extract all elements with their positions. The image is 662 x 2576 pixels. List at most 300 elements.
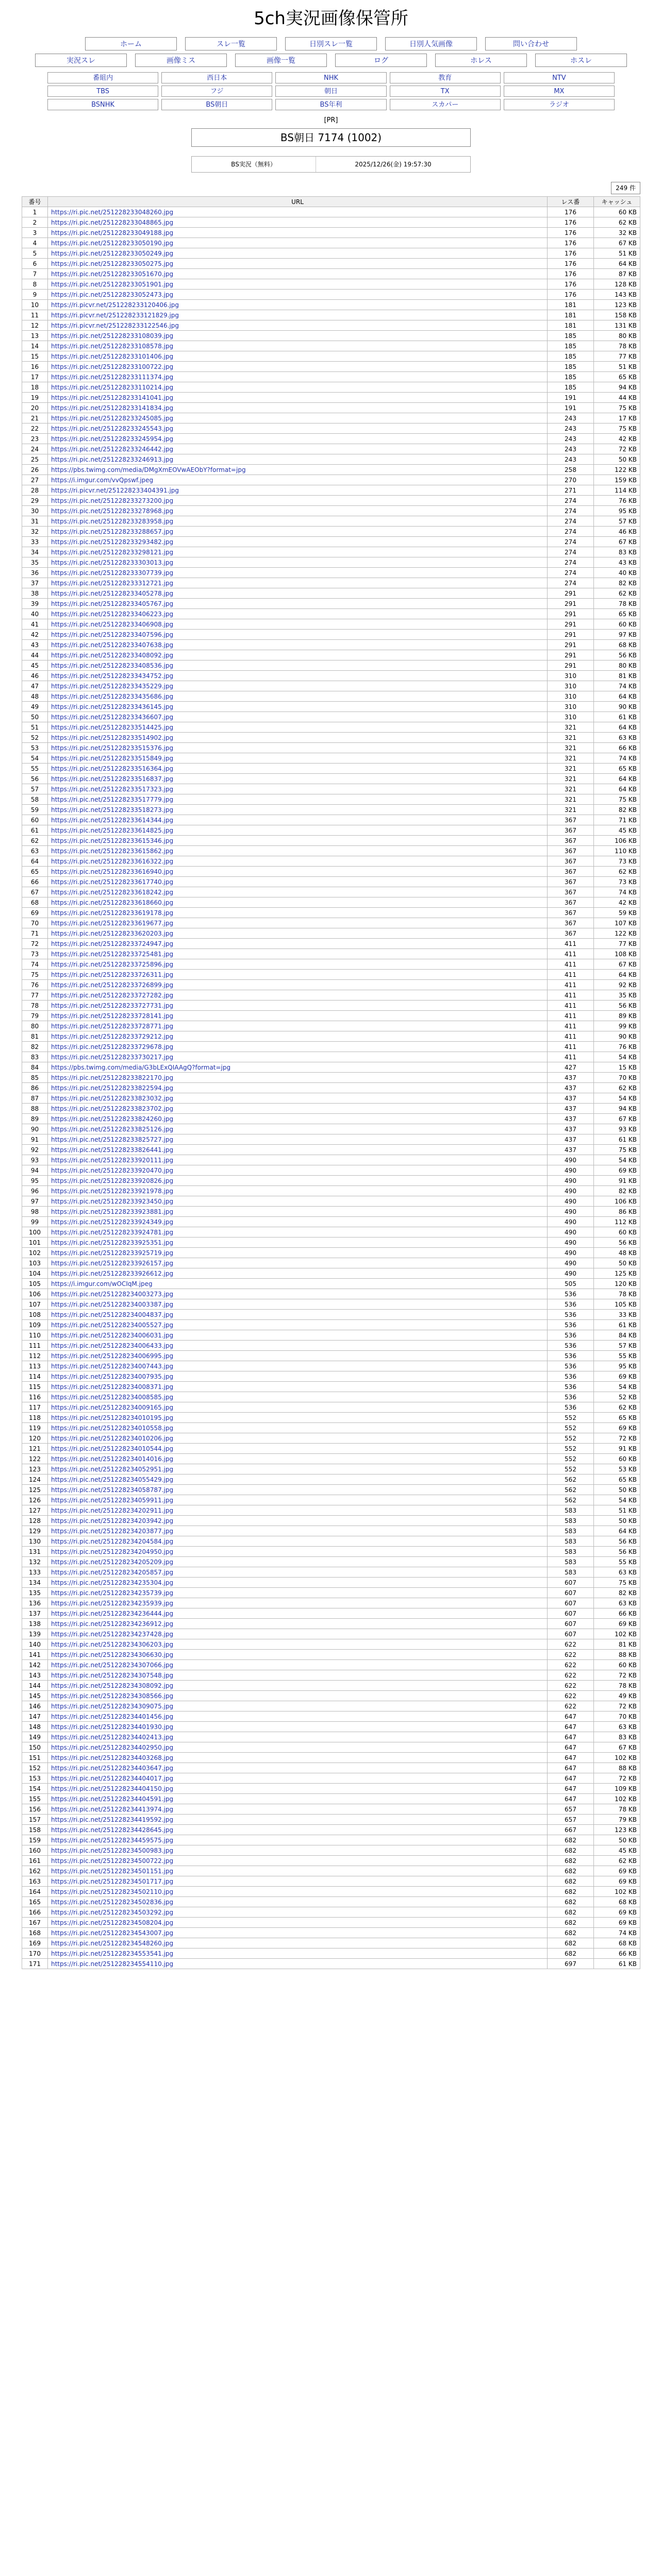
image-link[interactable]: https://ri.pic.net/251228233436607.jpg xyxy=(51,713,174,721)
row-res-number[interactable]: 243 xyxy=(548,444,594,454)
image-link[interactable]: https://ri.pic.net/251228233926157.jpg xyxy=(51,1259,174,1267)
image-link[interactable]: https://ri.pic.net/251228233405278.jpg xyxy=(51,589,174,597)
row-res-number[interactable]: 321 xyxy=(548,733,594,743)
row-res-number[interactable]: 274 xyxy=(548,547,594,557)
image-link[interactable]: https://ri.pic.net/251228233727282.jpg xyxy=(51,991,174,999)
image-link[interactable]: https://ri.pic.net/251228233048865.jpg xyxy=(51,218,174,226)
image-link[interactable]: https://ri.pic.net/251228233515376.jpg xyxy=(51,744,174,752)
image-link[interactable]: https://ri.pic.net/251228234419592.jpg xyxy=(51,1816,174,1823)
row-res-number[interactable]: 647 xyxy=(548,1773,594,1784)
row-res-number[interactable]: 536 xyxy=(548,1392,594,1402)
row-res-number[interactable]: 490 xyxy=(548,1217,594,1227)
image-link[interactable]: https://ri.pic.net/251228234235939.jpg xyxy=(51,1599,174,1607)
row-res-number[interactable]: 367 xyxy=(548,825,594,836)
image-link[interactable]: https://ri.pic.net/251228234007935.jpg xyxy=(51,1372,174,1380)
image-link[interactable]: https://ri.pic.net/251228234306630.jpg xyxy=(51,1651,174,1658)
image-link[interactable]: https://ri.pic.net/251228234008371.jpg xyxy=(51,1383,174,1391)
image-link[interactable]: https://ri.pic.net/251228234203942.jpg xyxy=(51,1517,174,1524)
row-res-number[interactable]: 176 xyxy=(548,248,594,259)
image-link[interactable]: https://ri.pic.net/251228233436145.jpg xyxy=(51,703,174,710)
row-res-number[interactable]: 657 xyxy=(548,1815,594,1825)
image-link[interactable]: https://ri.pic.net/251228233516364.jpg xyxy=(51,765,174,772)
row-res-number[interactable]: 607 xyxy=(548,1578,594,1588)
image-link[interactable]: https://ri.pic.net/251228233926612.jpg xyxy=(51,1269,174,1277)
row-res-number[interactable]: 321 xyxy=(548,753,594,764)
image-link[interactable]: https://ri.pic.net/251228233298121.jpg xyxy=(51,548,174,556)
row-res-number[interactable]: 622 xyxy=(548,1670,594,1681)
image-link[interactable]: https://ri.pic.net/251228234502110.jpg xyxy=(51,1888,174,1895)
image-link[interactable]: https://ri.pic.net/251228234007443.jpg xyxy=(51,1362,174,1370)
image-link[interactable]: https://ri.pic.net/251228233408092.jpg xyxy=(51,651,174,659)
image-link[interactable]: https://ri.pic.net/251228233923881.jpg xyxy=(51,1208,174,1215)
row-res-number[interactable]: 647 xyxy=(548,1794,594,1804)
image-link[interactable]: https://ri.pic.net/251228233614344.jpg xyxy=(51,816,174,824)
row-res-number[interactable]: 270 xyxy=(548,475,594,485)
row-res-number[interactable]: 274 xyxy=(548,527,594,537)
image-link[interactable]: https://ri.pic.net/251228233141041.jpg xyxy=(51,394,174,401)
row-res-number[interactable]: 185 xyxy=(548,382,594,393)
image-link[interactable]: https://ri.pic.net/251228234553541.jpg xyxy=(51,1950,174,1957)
nav-link[interactable]: 日別スレ一覧 xyxy=(285,37,377,50)
row-res-number[interactable]: 583 xyxy=(548,1557,594,1567)
row-res-number[interactable]: 411 xyxy=(548,1042,594,1052)
row-res-number[interactable]: 657 xyxy=(548,1804,594,1815)
image-link[interactable]: https://ri.pic.net/251228233730217.jpg xyxy=(51,1053,174,1061)
image-link[interactable]: https://ri.pic.net/251228234306203.jpg xyxy=(51,1640,174,1648)
image-link[interactable]: https://ri.pic.net/251228234309075.jpg xyxy=(51,1702,174,1710)
row-res-number[interactable]: 411 xyxy=(548,959,594,970)
image-link[interactable]: https://ri.pic.net/251228234204950.jpg xyxy=(51,1548,174,1555)
image-link[interactable]: https://ri.pic.net/251228233516837.jpg xyxy=(51,775,174,783)
image-link[interactable]: https://ri.pic.net/251228233518273.jpg xyxy=(51,806,174,814)
row-res-number[interactable]: 607 xyxy=(548,1619,594,1629)
row-res-number[interactable]: 536 xyxy=(548,1330,594,1341)
row-res-number[interactable]: 411 xyxy=(548,1001,594,1011)
row-res-number[interactable]: 176 xyxy=(548,279,594,290)
image-link[interactable]: https://ri.pic.net/251228234308092.jpg xyxy=(51,1682,174,1689)
row-res-number[interactable]: 321 xyxy=(548,805,594,815)
row-res-number[interactable]: 274 xyxy=(548,568,594,578)
row-res-number[interactable]: 562 xyxy=(548,1495,594,1505)
image-link[interactable]: https://ri.pic.net/251228233050275.jpg xyxy=(51,260,174,267)
row-res-number[interactable]: 367 xyxy=(548,836,594,846)
image-link[interactable]: https://ri.pic.net/251228233406223.jpg xyxy=(51,610,174,618)
image-link[interactable]: https://ri.pic.net/251228233245085.jpg xyxy=(51,414,174,422)
image-link[interactable]: https://ri.pic.net/251228233288657.jpg xyxy=(51,528,174,535)
row-res-number[interactable]: 622 xyxy=(548,1639,594,1650)
row-res-number[interactable]: 411 xyxy=(548,1011,594,1021)
image-link[interactable]: https://ri.pic.net/251228234205857.jpg xyxy=(51,1568,174,1576)
row-res-number[interactable]: 310 xyxy=(548,712,594,722)
image-link[interactable]: https://ri.pic.net/251228233618660.jpg xyxy=(51,899,174,906)
image-link[interactable]: https://ri.pic.net/251228233724947.jpg xyxy=(51,940,174,947)
row-res-number[interactable]: 176 xyxy=(548,207,594,217)
subnav-link[interactable]: 画像ミス xyxy=(135,54,227,67)
row-res-number[interactable]: 562 xyxy=(548,1485,594,1495)
image-link[interactable]: https://ri.pic.net/251228233273200.jpg xyxy=(51,497,174,504)
image-link[interactable]: https://ri.pic.net/251228234010195.jpg xyxy=(51,1414,174,1421)
row-res-number[interactable]: 647 xyxy=(548,1742,594,1753)
image-link[interactable]: https://ri.pic.net/251228234005527.jpg xyxy=(51,1321,174,1329)
image-link[interactable]: https://ri.pic.net/251228233822594.jpg xyxy=(51,1084,174,1092)
nav-link[interactable]: 日別人気画像 xyxy=(385,37,477,50)
image-link[interactable]: https://ri.pic.net/251228234404150.jpg xyxy=(51,1785,174,1792)
image-link[interactable]: https://ri.pic.net/251228233615862.jpg xyxy=(51,847,174,855)
channel-link[interactable]: 教育 xyxy=(390,72,501,83)
row-res-number[interactable]: 622 xyxy=(548,1681,594,1691)
row-res-number[interactable]: 583 xyxy=(548,1567,594,1578)
image-link[interactable]: https://ri.pic.net/251228233619677.jpg xyxy=(51,919,174,927)
image-link[interactable]: https://ri.pic.net/251228233245954.jpg xyxy=(51,435,174,443)
row-res-number[interactable]: 274 xyxy=(548,516,594,527)
image-link[interactable]: https://ri.pic.net/251228233920470.jpg xyxy=(51,1166,174,1174)
row-res-number[interactable]: 191 xyxy=(548,403,594,413)
row-res-number[interactable]: 437 xyxy=(548,1083,594,1093)
row-res-number[interactable]: 682 xyxy=(548,1948,594,1959)
image-link[interactable]: https://ri.pic.net/251228234003387.jpg xyxy=(51,1300,174,1308)
row-res-number[interactable]: 437 xyxy=(548,1073,594,1083)
image-link[interactable]: https://i.imgur.com/wOCIqM.jpeg xyxy=(51,1280,153,1287)
image-link[interactable]: https://ri.pic.net/251228233406908.jpg xyxy=(51,620,174,628)
row-res-number[interactable]: 682 xyxy=(548,1845,594,1856)
row-res-number[interactable]: 181 xyxy=(548,300,594,310)
channel-link[interactable]: ラジオ xyxy=(504,99,615,110)
image-link[interactable]: https://ri.pic.net/251228233729212.jpg xyxy=(51,1032,174,1040)
row-res-number[interactable]: 583 xyxy=(548,1516,594,1526)
image-link[interactable]: https://ri.pic.net/251228234236444.jpg xyxy=(51,1609,174,1617)
image-link[interactable]: https://ri.pic.net/251228233517779.jpg xyxy=(51,795,174,803)
row-res-number[interactable]: 291 xyxy=(548,609,594,619)
row-res-number[interactable]: 274 xyxy=(548,537,594,547)
image-link[interactable]: https://ri.pic.net/251228233050249.jpg xyxy=(51,249,174,257)
row-res-number[interactable]: 490 xyxy=(548,1186,594,1196)
row-res-number[interactable]: 682 xyxy=(548,1897,594,1907)
image-link[interactable]: https://ri.pic.net/251228233824260.jpg xyxy=(51,1115,174,1123)
row-res-number[interactable]: 437 xyxy=(548,1114,594,1124)
image-link[interactable]: https://ri.pic.net/251228234009165.jpg xyxy=(51,1403,174,1411)
row-res-number[interactable]: 682 xyxy=(548,1887,594,1897)
image-link[interactable]: https://ri.pic.net/251228233514902.jpg xyxy=(51,734,174,741)
image-link[interactable]: https://ri.pic.net/251228234004837.jpg xyxy=(51,1311,174,1318)
image-link[interactable]: https://ri.picvr.net/251228233121829.jpg xyxy=(51,311,179,319)
channel-link[interactable]: BS朝日 xyxy=(161,99,272,110)
image-link[interactable]: https://ri.pic.net/251228233921978.jpg xyxy=(51,1187,174,1195)
row-res-number[interactable]: 490 xyxy=(548,1238,594,1248)
row-res-number[interactable]: 321 xyxy=(548,764,594,774)
row-res-number[interactable]: 552 xyxy=(548,1423,594,1433)
row-res-number[interactable]: 321 xyxy=(548,743,594,753)
image-link[interactable]: https://ri.pic.net/251228233283958.jpg xyxy=(51,517,174,525)
image-link[interactable]: https://ri.pic.net/251228234501717.jpg xyxy=(51,1877,174,1885)
row-res-number[interactable]: 536 xyxy=(548,1382,594,1392)
channel-link[interactable]: 朝日 xyxy=(275,86,386,97)
image-link[interactable]: https://ri.pic.net/251228233614825.jpg xyxy=(51,826,174,834)
row-res-number[interactable]: 622 xyxy=(548,1691,594,1701)
row-res-number[interactable]: 176 xyxy=(548,238,594,248)
image-link[interactable]: https://ri.pic.net/251228233619178.jpg xyxy=(51,909,174,917)
image-link[interactable]: https://ri.pic.net/251228234006031.jpg xyxy=(51,1331,174,1339)
channel-link[interactable]: MX xyxy=(504,86,615,97)
image-link[interactable]: https://ri.pic.net/251228233825126.jpg xyxy=(51,1125,174,1133)
image-link[interactable]: https://ri.pic.net/251228233108039.jpg xyxy=(51,332,174,340)
row-res-number[interactable]: 552 xyxy=(548,1444,594,1454)
row-res-number[interactable]: 583 xyxy=(548,1526,594,1536)
row-res-number[interactable]: 176 xyxy=(548,259,594,269)
image-link[interactable]: https://ri.pic.net/251228234428645.jpg xyxy=(51,1826,174,1834)
image-link[interactable]: https://ri.pic.net/251228233101406.jpg xyxy=(51,352,174,360)
row-res-number[interactable]: 505 xyxy=(548,1279,594,1289)
image-link[interactable]: https://ri.pic.net/251228233312721.jpg xyxy=(51,579,174,587)
image-link[interactable]: https://ri.pic.net/251228234058787.jpg xyxy=(51,1486,174,1494)
image-link[interactable]: https://ri.pic.net/251228233049188.jpg xyxy=(51,229,174,236)
image-link[interactable]: https://ri.pic.net/251228233303013.jpg xyxy=(51,558,174,566)
subnav-link[interactable]: ホスレ xyxy=(535,54,627,67)
subnav-link[interactable]: ログ xyxy=(335,54,427,67)
row-res-number[interactable]: 367 xyxy=(548,887,594,897)
image-link[interactable]: https://ri.pic.net/251228234508204.jpg xyxy=(51,1919,174,1926)
row-res-number[interactable]: 490 xyxy=(548,1207,594,1217)
row-res-number[interactable]: 411 xyxy=(548,939,594,949)
row-res-number[interactable]: 258 xyxy=(548,465,594,475)
channel-link[interactable]: NTV xyxy=(504,72,615,83)
row-res-number[interactable]: 274 xyxy=(548,506,594,516)
row-res-number[interactable]: 291 xyxy=(548,599,594,609)
row-res-number[interactable]: 682 xyxy=(548,1835,594,1845)
row-res-number[interactable]: 437 xyxy=(548,1145,594,1155)
row-res-number[interactable]: 437 xyxy=(548,1093,594,1104)
image-link[interactable]: https://ri.pic.net/251228233050190.jpg xyxy=(51,239,174,247)
row-res-number[interactable]: 185 xyxy=(548,351,594,362)
row-res-number[interactable]: 437 xyxy=(548,1134,594,1145)
image-link[interactable]: https://ri.pic.net/251228233923450.jpg xyxy=(51,1197,174,1205)
image-link[interactable]: https://ri.pic.net/251228234401456.jpg xyxy=(51,1713,174,1720)
row-res-number[interactable]: 181 xyxy=(548,320,594,331)
image-link[interactable]: https://ri.pic.net/251228234202911.jpg xyxy=(51,1506,174,1514)
row-res-number[interactable]: 291 xyxy=(548,630,594,640)
image-link[interactable]: https://ri.pic.net/251228234307548.jpg xyxy=(51,1671,174,1679)
row-res-number[interactable]: 682 xyxy=(548,1876,594,1887)
row-res-number[interactable]: 490 xyxy=(548,1165,594,1176)
row-res-number[interactable]: 191 xyxy=(548,393,594,403)
nav-link[interactable]: スレ一覧 xyxy=(185,37,277,50)
image-link[interactable]: https://ri.pic.net/251228234543007.jpg xyxy=(51,1929,174,1937)
row-res-number[interactable]: 490 xyxy=(548,1248,594,1258)
image-link[interactable]: https://ri.pic.net/251228233823702.jpg xyxy=(51,1105,174,1112)
image-link[interactable]: https://ri.pic.net/251228234055429.jpg xyxy=(51,1476,174,1483)
nav-link[interactable]: 問い合わせ xyxy=(485,37,577,50)
row-res-number[interactable]: 411 xyxy=(548,949,594,959)
image-link[interactable]: https://ri.pic.net/251228234006433.jpg xyxy=(51,1342,174,1349)
channel-link[interactable]: フジ xyxy=(161,86,272,97)
row-res-number[interactable]: 583 xyxy=(548,1536,594,1547)
image-link[interactable]: https://ri.pic.net/251228233726899.jpg xyxy=(51,981,174,989)
channel-link[interactable]: BS年利 xyxy=(275,99,386,110)
row-res-number[interactable]: 536 xyxy=(548,1361,594,1371)
image-link[interactable]: https://ri.pic.net/251228233728141.jpg xyxy=(51,1012,174,1020)
row-res-number[interactable]: 682 xyxy=(548,1928,594,1938)
image-link[interactable]: https://ri.pic.net/251228234402413.jpg xyxy=(51,1733,174,1741)
row-res-number[interactable]: 607 xyxy=(548,1629,594,1639)
image-link[interactable]: https://ri.picvr.net/251228233120406.jpg xyxy=(51,301,179,309)
row-res-number[interactable]: 536 xyxy=(548,1371,594,1382)
row-res-number[interactable]: 682 xyxy=(548,1907,594,1918)
row-res-number[interactable]: 536 xyxy=(548,1289,594,1299)
image-link[interactable]: https://ri.picvr.net/251228233404391.jpg xyxy=(51,486,179,494)
row-res-number[interactable]: 682 xyxy=(548,1918,594,1928)
row-res-number[interactable]: 176 xyxy=(548,290,594,300)
image-link[interactable]: https://ri.pic.net/251228234401930.jpg xyxy=(51,1723,174,1731)
row-res-number[interactable]: 607 xyxy=(548,1608,594,1619)
image-link[interactable]: https://ri.pic.net/251228233405767.jpg xyxy=(51,600,174,607)
image-link[interactable]: https://ri.pic.net/251228233408536.jpg xyxy=(51,662,174,669)
image-link[interactable]: https://ri.pic.net/251228233823032.jpg xyxy=(51,1094,174,1102)
image-link[interactable]: https://ri.pic.net/251228234003273.jpg xyxy=(51,1290,174,1298)
channel-link[interactable]: 西日本 xyxy=(161,72,272,83)
row-res-number[interactable]: 274 xyxy=(548,578,594,588)
image-link[interactable]: https://ri.pic.net/251228233729678.jpg xyxy=(51,1043,174,1050)
image-link[interactable]: https://ri.pic.net/251228233435686.jpg xyxy=(51,692,174,700)
row-res-number[interactable]: 271 xyxy=(548,485,594,496)
row-res-number[interactable]: 622 xyxy=(548,1701,594,1711)
row-res-number[interactable]: 536 xyxy=(548,1320,594,1330)
image-link[interactable]: https://ri.pic.net/251228233246442.jpg xyxy=(51,445,174,453)
image-link[interactable]: https://ri.pic.net/251228234403647.jpg xyxy=(51,1764,174,1772)
image-link[interactable]: https://ri.pic.net/251228234204584.jpg xyxy=(51,1537,174,1545)
image-link[interactable]: https://ri.pic.net/251228234014016.jpg xyxy=(51,1455,174,1463)
row-res-number[interactable]: 291 xyxy=(548,619,594,630)
image-link[interactable]: https://ri.pic.net/251228234554110.jpg xyxy=(51,1960,174,1968)
image-link[interactable]: https://ri.pic.net/251228233407638.jpg xyxy=(51,641,174,649)
row-res-number[interactable]: 367 xyxy=(548,846,594,856)
image-link[interactable]: https://ri.pic.net/251228233725481.jpg xyxy=(51,950,174,958)
image-link[interactable]: https://ri.pic.net/251228234052951.jpg xyxy=(51,1465,174,1473)
image-link[interactable]: https://ri.pic.net/251228234501151.jpg xyxy=(51,1867,174,1875)
row-res-number[interactable]: 697 xyxy=(548,1959,594,1969)
image-link[interactable]: https://ri.pic.net/251228233108578.jpg xyxy=(51,342,174,350)
image-link[interactable]: https://ri.pic.net/251228233617740.jpg xyxy=(51,878,174,886)
row-res-number[interactable]: 310 xyxy=(548,681,594,691)
row-res-number[interactable]: 647 xyxy=(548,1753,594,1763)
image-link[interactable]: https://ri.pic.net/251228233435229.jpg xyxy=(51,682,174,690)
image-link[interactable]: https://ri.pic.net/251228233307739.jpg xyxy=(51,569,174,577)
image-link[interactable]: https://ri.pic.net/251228233111374.jpg xyxy=(51,373,174,381)
image-link[interactable]: https://ri.pic.net/251228233726311.jpg xyxy=(51,971,174,978)
row-res-number[interactable]: 647 xyxy=(548,1711,594,1722)
channel-link[interactable]: NHK xyxy=(275,72,386,83)
row-res-number[interactable]: 274 xyxy=(548,496,594,506)
image-link[interactable]: https://ri.pic.net/251228233618242.jpg xyxy=(51,888,174,896)
image-link[interactable]: https://ri.pic.net/251228233051901.jpg xyxy=(51,280,174,288)
row-res-number[interactable]: 367 xyxy=(548,867,594,877)
row-res-number[interactable]: 552 xyxy=(548,1454,594,1464)
image-link[interactable]: https://ri.pic.net/251228233245543.jpg xyxy=(51,425,174,432)
row-res-number[interactable]: 536 xyxy=(548,1351,594,1361)
row-res-number[interactable]: 682 xyxy=(548,1856,594,1866)
image-link[interactable]: https://ri.pic.net/251228233051670.jpg xyxy=(51,270,174,278)
row-res-number[interactable]: 291 xyxy=(548,650,594,660)
image-link[interactable]: https://ri.pic.net/251228234403268.jpg xyxy=(51,1754,174,1761)
image-link[interactable]: https://ri.pic.net/251228234235739.jpg xyxy=(51,1589,174,1597)
subnav-link[interactable]: 実況スレ xyxy=(35,54,127,67)
image-link[interactable]: https://ri.pic.net/251228234404017.jpg xyxy=(51,1774,174,1782)
row-res-number[interactable]: 185 xyxy=(548,362,594,372)
image-link[interactable]: https://i.imgur.com/vvQpswf.jpeg xyxy=(51,476,154,484)
row-res-number[interactable]: 622 xyxy=(548,1660,594,1670)
row-res-number[interactable]: 437 xyxy=(548,1104,594,1114)
image-link[interactable]: https://ri.pic.net/251228234404591.jpg xyxy=(51,1795,174,1803)
row-res-number[interactable]: 437 xyxy=(548,1124,594,1134)
row-res-number[interactable]: 243 xyxy=(548,423,594,434)
image-link[interactable]: https://ri.pic.net/251228234010544.jpg xyxy=(51,1445,174,1452)
row-res-number[interactable]: 647 xyxy=(548,1784,594,1794)
image-link[interactable]: https://ri.pic.net/251228233725896.jpg xyxy=(51,960,174,968)
row-res-number[interactable]: 490 xyxy=(548,1227,594,1238)
image-link[interactable]: https://ri.pic.net/251228233925351.jpg xyxy=(51,1239,174,1246)
row-res-number[interactable]: 647 xyxy=(548,1763,594,1773)
row-res-number[interactable]: 367 xyxy=(548,918,594,928)
image-link[interactable]: https://ri.pic.net/251228234307066.jpg xyxy=(51,1661,174,1669)
row-res-number[interactable]: 647 xyxy=(548,1722,594,1732)
row-res-number[interactable]: 321 xyxy=(548,794,594,805)
image-link[interactable]: https://ri.pic.net/251228233727731.jpg xyxy=(51,1002,174,1009)
row-res-number[interactable]: 185 xyxy=(548,372,594,382)
image-link[interactable]: https://ri.pic.net/251228233616940.jpg xyxy=(51,868,174,875)
row-res-number[interactable]: 291 xyxy=(548,588,594,599)
image-link[interactable]: https://ri.pic.net/251228234010206.jpg xyxy=(51,1434,174,1442)
image-link[interactable]: https://ri.pic.net/251228234308566.jpg xyxy=(51,1692,174,1700)
image-link[interactable]: https://ri.pic.net/251228233141834.jpg xyxy=(51,404,174,412)
image-link[interactable]: https://ri.pic.net/251228233728771.jpg xyxy=(51,1022,174,1030)
row-res-number[interactable]: 291 xyxy=(548,660,594,671)
row-res-number[interactable]: 367 xyxy=(548,908,594,918)
image-link[interactable]: https://ri.pic.net/251228233517323.jpg xyxy=(51,785,174,793)
row-res-number[interactable]: 310 xyxy=(548,671,594,681)
row-res-number[interactable]: 310 xyxy=(548,702,594,712)
row-res-number[interactable]: 367 xyxy=(548,877,594,887)
row-res-number[interactable]: 647 xyxy=(548,1732,594,1742)
image-link[interactable]: https://ri.pic.net/251228233514425.jpg xyxy=(51,723,174,731)
image-link[interactable]: https://ri.pic.net/251228233920826.jpg xyxy=(51,1177,174,1184)
image-link[interactable]: https://ri.pic.net/251228233615346.jpg xyxy=(51,837,174,844)
image-link[interactable]: https://ri.pic.net/251228233924781.jpg xyxy=(51,1228,174,1236)
row-res-number[interactable]: 490 xyxy=(548,1155,594,1165)
image-link[interactable]: https://ri.pic.net/251228233110214.jpg xyxy=(51,383,174,391)
row-res-number[interactable]: 243 xyxy=(548,413,594,423)
image-link[interactable]: https://ri.pic.net/251228233515849.jpg xyxy=(51,754,174,762)
image-link[interactable]: https://ri.pic.net/251228234235304.jpg xyxy=(51,1579,174,1586)
row-res-number[interactable]: 490 xyxy=(548,1196,594,1207)
image-link[interactable]: https://ri.pic.net/251228233434752.jpg xyxy=(51,672,174,680)
row-res-number[interactable]: 310 xyxy=(548,691,594,702)
nav-link[interactable]: ホーム xyxy=(85,37,177,50)
image-link[interactable]: https://ri.pic.net/251228234205209.jpg xyxy=(51,1558,174,1566)
channel-link[interactable]: BSNHK xyxy=(47,99,158,110)
image-link[interactable]: https://ri.pic.net/251228234008585.jpg xyxy=(51,1393,174,1401)
row-res-number[interactable]: 552 xyxy=(548,1464,594,1475)
row-res-number[interactable]: 536 xyxy=(548,1310,594,1320)
image-link[interactable]: https://ri.pic.net/251228234237428.jpg xyxy=(51,1630,174,1638)
row-res-number[interactable]: 367 xyxy=(548,856,594,867)
row-res-number[interactable]: 607 xyxy=(548,1588,594,1598)
image-link[interactable]: https://ri.pic.net/251228234413974.jpg xyxy=(51,1805,174,1813)
channel-link[interactable]: TX xyxy=(390,86,501,97)
image-link[interactable]: https://ri.pic.net/251228234006995.jpg xyxy=(51,1352,174,1360)
row-res-number[interactable]: 243 xyxy=(548,454,594,465)
row-res-number[interactable]: 185 xyxy=(548,331,594,341)
row-res-number[interactable]: 243 xyxy=(548,434,594,444)
row-res-number[interactable]: 552 xyxy=(548,1413,594,1423)
subnav-link[interactable]: 画像一覧 xyxy=(235,54,327,67)
